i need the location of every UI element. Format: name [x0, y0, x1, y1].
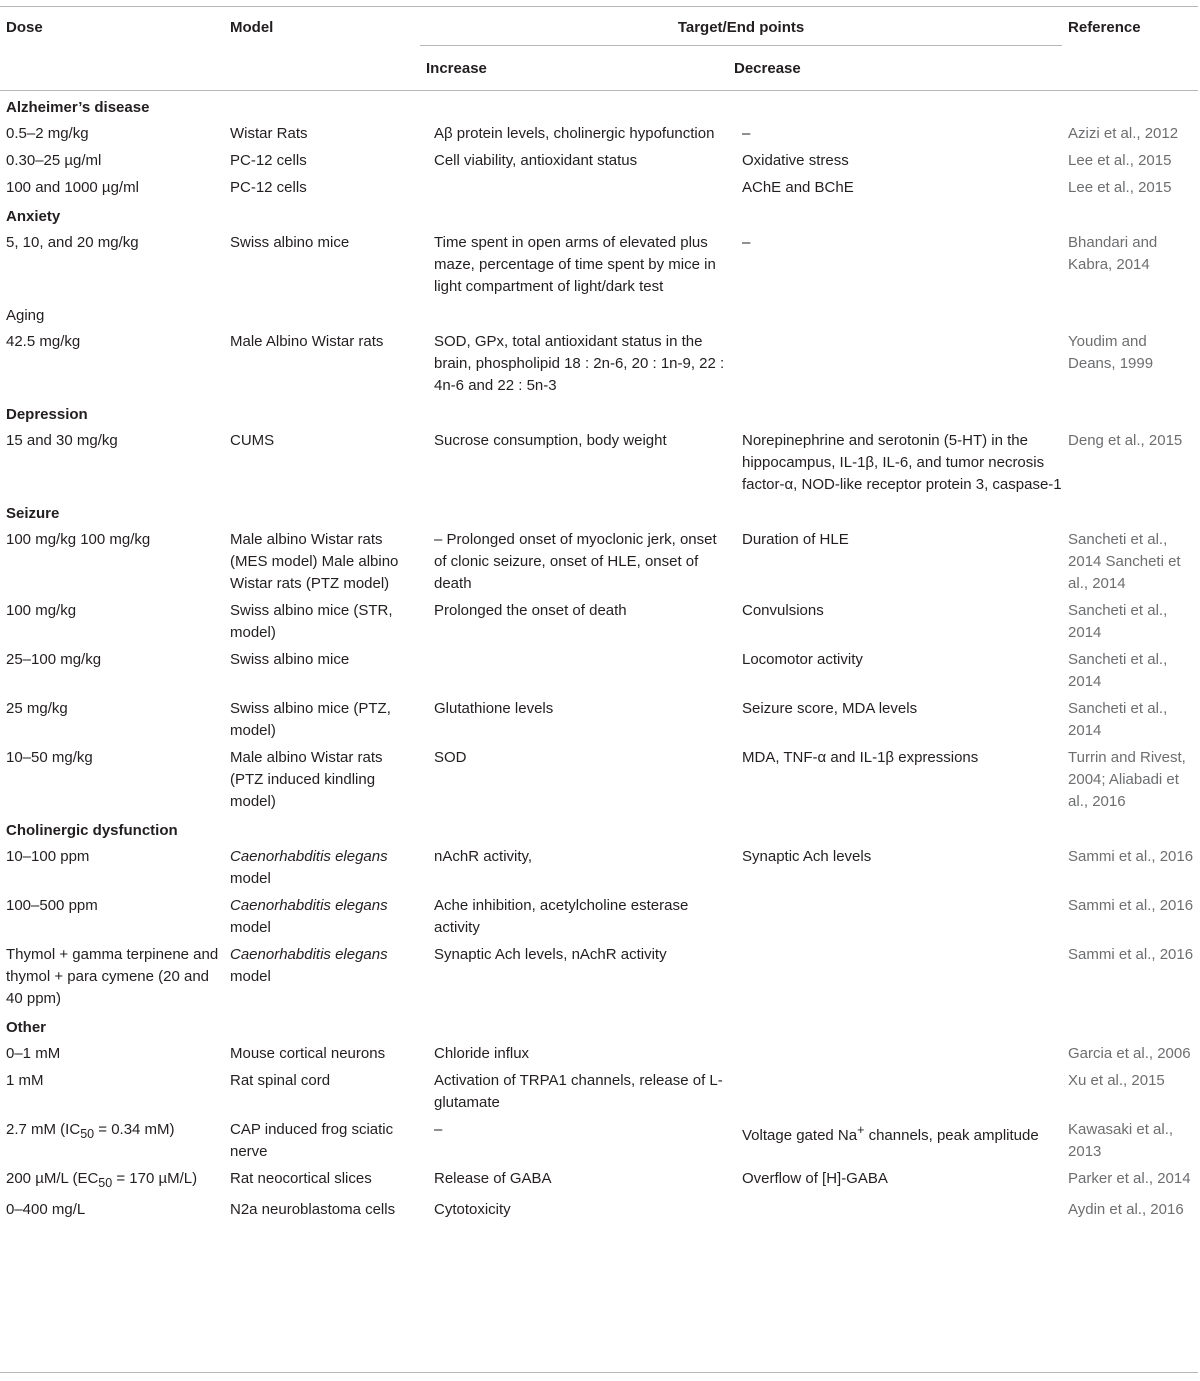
cell-decrease: [728, 1066, 1062, 1115]
decrease-text: Duration of HLE: [742, 531, 849, 548]
table-row: [0, 1039, 1198, 1066]
cell-reference: Sancheti et al., 2014 Sancheti et al., 2014: [1068, 531, 1181, 592]
cell-decrease: [728, 228, 1062, 299]
cell-increase: [420, 645, 728, 694]
cell-reference: Sancheti et al., 2014: [1068, 602, 1168, 641]
cell-model: [224, 119, 420, 146]
table-row: [0, 645, 1198, 694]
dose-text: 15 and 30 mg/kg: [6, 432, 118, 449]
header-reference: Reference: [1062, 7, 1198, 91]
cell-increase: Ache inhibition, acetylcholine esterase activity: [434, 897, 689, 936]
cell-decrease: [728, 1164, 1062, 1195]
cell-dose: [0, 1115, 224, 1164]
model-text: N2a neuroblastoma cells: [230, 1201, 396, 1218]
dose-text: 42.5 mg/kg: [6, 333, 81, 350]
cell-decrease: [728, 327, 1062, 398]
cell-reference: Azizi et al., 2012: [1068, 125, 1179, 142]
section-row: [0, 200, 1198, 228]
cell-model: [224, 940, 420, 1011]
model-text: PC-12 cells: [230, 152, 307, 169]
section-title: Alzheimer’s disease: [6, 99, 150, 116]
model-text: Swiss albino mice: [230, 651, 350, 668]
model-text: CAP induced frog sciatic nerve: [230, 1121, 394, 1160]
table-row: [0, 596, 1198, 645]
model-species: Caenorhabditis elegans: [230, 897, 388, 914]
cell-dose: [0, 596, 224, 645]
cell-model: [224, 146, 420, 173]
model-text: model: [230, 968, 271, 985]
table-row: [0, 940, 1198, 1011]
decrease-text: Overflow of [H]-GABA: [742, 1170, 888, 1187]
decrease-text: –: [742, 234, 751, 251]
cell-reference: Sammi et al., 2016: [1068, 897, 1194, 914]
cell-decrease: [728, 525, 1062, 596]
dose-text: 0–400 mg/L: [6, 1201, 86, 1218]
model-text: model: [230, 919, 271, 936]
cell-decrease: [728, 940, 1062, 1011]
dose-subscript: 50: [98, 1176, 113, 1190]
cell-increase: Release of GABA: [434, 1170, 552, 1187]
table-row: [0, 525, 1198, 596]
dose-text: 10–100 ppm: [6, 848, 90, 865]
header-decrease: Decrease: [728, 46, 1062, 91]
cell-model: [224, 891, 420, 940]
section-row: [0, 1011, 1198, 1039]
cell-dose: [0, 1066, 224, 1115]
cell-decrease: [728, 694, 1062, 743]
cell-model: [224, 173, 420, 200]
cell-reference: Youdim and Deans, 1999: [1068, 333, 1154, 372]
cell-model: [224, 596, 420, 645]
model-species: Caenorhabditis elegans: [230, 946, 388, 963]
cell-dose: [0, 525, 224, 596]
dose-text: 100 mg/kg 100 mg/kg: [6, 531, 151, 548]
model-text: Mouse cortical neurons: [230, 1045, 386, 1062]
cell-reference: Turrin and Rivest, 2004; Aliabadi et al., 2016: [1068, 749, 1186, 810]
cell-dose: [0, 940, 224, 1011]
table-row: [0, 842, 1198, 891]
cell-increase: Synaptic Ach levels, nAchR activity: [434, 946, 667, 963]
cell-reference: Bhandari and Kabra, 2014: [1068, 234, 1158, 273]
cell-reference: Sancheti et al., 2014: [1068, 700, 1168, 739]
table-row: [0, 146, 1198, 173]
cell-model: [224, 228, 420, 299]
cell-dose: [0, 645, 224, 694]
cell-increase: Prolonged the onset of death: [434, 602, 627, 619]
decrease-superscript: +: [857, 1123, 865, 1137]
data-table: [0, 6, 1198, 1222]
cell-increase: Cell viability, antioxidant status: [434, 152, 638, 169]
cell-increase: – Prolonged onset of myoclonic jerk, onset of clonic seizure, onset of HLE, onset of death: [434, 531, 717, 592]
table-bottom-rule: [0, 1372, 1198, 1373]
dose-text: 100–500 ppm: [6, 897, 98, 914]
cell-decrease: [728, 645, 1062, 694]
table-row: [0, 891, 1198, 940]
cell-dose: [0, 1039, 224, 1066]
dose-text: 0.5–2 mg/kg: [6, 125, 89, 142]
cell-reference: Sammi et al., 2016: [1068, 946, 1194, 963]
decrease-text: Locomotor activity: [742, 651, 863, 668]
cell-decrease: [728, 1115, 1062, 1164]
dose-tail: = 0.34 mM): [94, 1121, 175, 1138]
cell-increase: Glutathione levels: [434, 700, 554, 717]
cell-model: [224, 1066, 420, 1115]
cell-increase: nAchR activity,: [434, 848, 533, 865]
dose-text: 25–100 mg/kg: [6, 651, 102, 668]
decrease-text: AChE and BChE: [742, 179, 854, 196]
cell-decrease: [728, 119, 1062, 146]
cell-dose: [0, 426, 224, 497]
table-row: [0, 1115, 1198, 1164]
table-row: [0, 228, 1198, 299]
cell-reference: Lee et al., 2015: [1068, 152, 1172, 169]
cell-decrease: [728, 426, 1062, 497]
cell-increase: –: [434, 1121, 443, 1138]
model-text: Swiss albino mice: [230, 234, 350, 251]
cell-decrease: [728, 1039, 1062, 1066]
cell-dose: [0, 119, 224, 146]
cell-model: [224, 743, 420, 814]
decrease-text: Seizure score, MDA levels: [742, 700, 918, 717]
model-text: Male albino Wistar rats (MES model) Male albino Wistar rats (PTZ model): [230, 531, 399, 592]
cell-increase: Activation of TRPA1 channels, release of L-glutamate: [434, 1072, 723, 1111]
decrease-text: Norepinephrine and serotonin (5-HT) in the hippocampus, IL-1β, IL-6, and tumor necrosis factor-α, NOD-like receptor protein 3, caspase-1: [742, 432, 1062, 493]
cell-model: [224, 1115, 420, 1164]
cell-reference: Lee et al., 2015: [1068, 179, 1172, 196]
table-row: [0, 173, 1198, 200]
dose-text: Thymol + gamma terpinene and thymol + para cymene (20 and 40 ppm): [6, 946, 219, 1007]
cell-decrease: [728, 842, 1062, 891]
dose-subscript: 50: [80, 1127, 95, 1141]
model-text: CUMS: [230, 432, 275, 449]
cell-reference: Garcia et al., 2006: [1068, 1045, 1191, 1062]
model-text: Swiss albino mice (PTZ, model): [230, 700, 391, 739]
section-row: [0, 299, 1198, 327]
cell-reference: Aydin et al., 2016: [1068, 1201, 1184, 1218]
decrease-text: MDA, TNF-α and IL-1β expressions: [742, 749, 979, 766]
dose-text: 200 µM/L (EC: [6, 1170, 99, 1187]
cell-model: [224, 1164, 420, 1195]
section-title: Seizure: [6, 505, 60, 522]
section-row: [0, 814, 1198, 842]
cell-increase: [420, 173, 728, 200]
cell-increase: Time spent in open arms of elevated plus maze, percentage of time spent by mice in light compartment of light/dark test: [434, 234, 716, 295]
model-text: Rat spinal cord: [230, 1072, 331, 1089]
cell-model: [224, 426, 420, 497]
cell-model: [224, 1039, 420, 1066]
cell-decrease: [728, 146, 1062, 173]
cell-reference: Sancheti et al., 2014: [1068, 651, 1168, 690]
dose-tail: = 170 µM/L): [112, 1170, 198, 1187]
model-text: Male Albino Wistar rats: [230, 333, 384, 350]
cell-dose: [0, 1164, 224, 1195]
cell-increase: Chloride influx: [434, 1045, 530, 1062]
cell-model: [224, 1195, 420, 1222]
cell-decrease: [728, 891, 1062, 940]
table-row: [0, 327, 1198, 398]
table-row: [0, 1066, 1198, 1115]
model-text: Male albino Wistar rats (PTZ induced kindling model): [230, 749, 383, 810]
table-row: [0, 1164, 1198, 1195]
cell-reference: Deng et al., 2015: [1068, 432, 1183, 449]
cell-model: [224, 842, 420, 891]
cell-model: [224, 694, 420, 743]
cell-reference: Kawasaki et al., 2013: [1068, 1121, 1174, 1160]
cell-increase: Aβ protein levels, cholinergic hypofunction: [434, 125, 715, 142]
model-text: Swiss albino mice (STR, model): [230, 602, 393, 641]
section-title: Anxiety: [6, 208, 61, 225]
cell-dose: [0, 173, 224, 200]
cell-increase: Cytotoxicity: [434, 1201, 511, 1218]
cell-decrease: [728, 596, 1062, 645]
cell-reference: Sammi et al., 2016: [1068, 848, 1194, 865]
cell-reference: Parker et al., 2014: [1068, 1170, 1191, 1187]
model-text: PC-12 cells: [230, 179, 307, 196]
cell-dose: [0, 1195, 224, 1222]
section-row: [0, 91, 1198, 120]
cell-decrease: [728, 743, 1062, 814]
header-target: Target/End points: [420, 7, 1062, 46]
header-increase: Increase: [420, 46, 728, 91]
cell-dose: [0, 694, 224, 743]
section-title: Aging: [6, 307, 45, 324]
cell-increase: Sucrose consumption, body weight: [434, 432, 667, 449]
decrease-tail: channels, peak amplitude: [864, 1127, 1039, 1144]
model-text: Rat neocortical slices: [230, 1170, 372, 1187]
section-row: [0, 398, 1198, 426]
cell-dose: [0, 327, 224, 398]
table-body: [0, 91, 1198, 1223]
header-dose: Dose: [0, 7, 224, 91]
decrease-text: Convulsions: [742, 602, 824, 619]
section-title: Depression: [6, 406, 88, 423]
model-text: Wistar Rats: [230, 125, 308, 142]
dose-text: 100 mg/kg: [6, 602, 77, 619]
cell-decrease: [728, 1195, 1062, 1222]
dose-text: 10–50 mg/kg: [6, 749, 93, 766]
section-row: [0, 497, 1198, 525]
section-title: Other: [6, 1019, 47, 1036]
table-row: [0, 426, 1198, 497]
cell-dose: [0, 842, 224, 891]
header-model: Model: [224, 7, 420, 91]
decrease-text: Oxidative stress: [742, 152, 849, 169]
table-row: [0, 1195, 1198, 1222]
cell-reference: Xu et al., 2015: [1068, 1072, 1165, 1089]
cell-model: [224, 327, 420, 398]
cell-dose: [0, 891, 224, 940]
decrease-text: Synaptic Ach levels: [742, 848, 872, 865]
table-row: [0, 119, 1198, 146]
decrease-text: –: [742, 125, 751, 142]
dose-text: 100 and 1000 µg/ml: [6, 179, 139, 196]
dose-text: 0.30–25 µg/ml: [6, 152, 102, 169]
model-species: Caenorhabditis elegans: [230, 848, 388, 865]
dose-text: 5, 10, and 20 mg/kg: [6, 234, 139, 251]
cell-model: [224, 645, 420, 694]
section-title: Cholinergic dysfunction: [6, 822, 178, 839]
cell-increase: SOD: [434, 749, 467, 766]
table-row: [0, 743, 1198, 814]
model-text: model: [230, 870, 271, 887]
table-row: [0, 694, 1198, 743]
cell-dose: [0, 146, 224, 173]
cell-model: [224, 525, 420, 596]
dose-text: 0–1 mM: [6, 1045, 61, 1062]
dose-text: 25 mg/kg: [6, 700, 68, 717]
decrease-text: Voltage gated Na: [742, 1127, 858, 1144]
dose-text: 1 mM: [6, 1072, 44, 1089]
cell-dose: [0, 228, 224, 299]
cell-dose: [0, 743, 224, 814]
cell-decrease: [728, 173, 1062, 200]
dose-text: 2.7 mM (IC: [6, 1121, 81, 1138]
cell-increase: SOD, GPx, total antioxidant status in the brain, phospholipid 18 : 2n-6, 20 : 1n-9, 22 : 4n-6 and 22 : 5n-3: [434, 333, 725, 394]
